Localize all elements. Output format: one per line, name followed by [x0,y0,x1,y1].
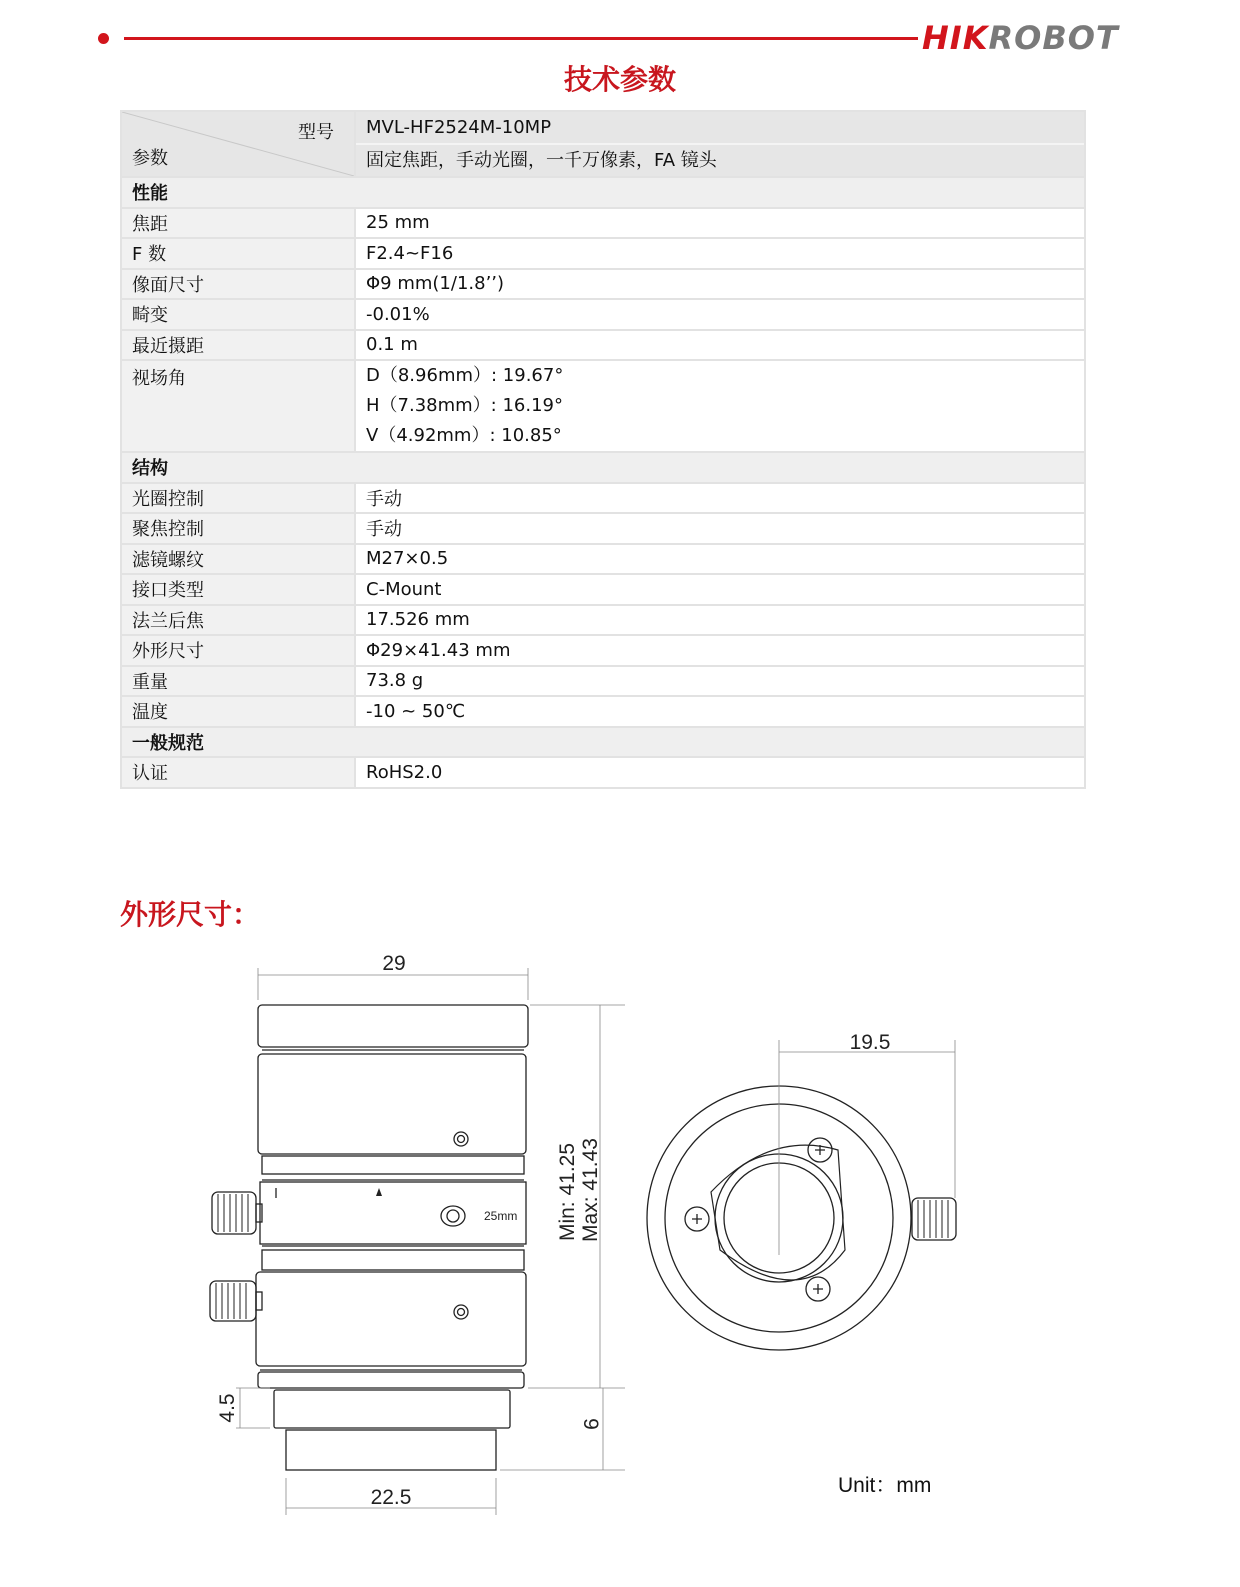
header-line [124,37,918,40]
spec-label: 接口类型 [121,574,355,605]
mount-diameter-dimension: 22.5 [370,1486,412,1509]
spec-row [121,513,1085,544]
dimension-drawing [0,940,1240,1540]
lens-side-view [210,1005,528,1470]
focal-marking: 25mm [484,1209,518,1223]
spec-row [121,666,1085,697]
width-dimension: 29 [382,952,406,975]
spec-row [121,360,1085,452]
mount-length-dimension: 9 [579,1418,602,1430]
spec-header-row [121,111,1085,177]
spec-value: -10 ~ 50℃ [355,696,1085,727]
spec-value: RoHS2.0 [355,757,1085,788]
section-title: 性能 [121,177,1085,208]
hikrobot-logo: HIKROBOT [922,19,1119,57]
spec-row [121,208,1085,239]
spec-row [121,635,1085,666]
spec-value: 17.526 mm [355,605,1085,636]
length-min-dimension: Min: 41.25 [556,1142,579,1242]
dimensions-title: 外形尺寸： [120,898,261,931]
spec-label: 滤镜螺纹 [121,544,355,575]
spec-value: Φ29×41.43 mm [355,635,1085,666]
spec-label: 外形尺寸 [121,635,355,666]
spec-value-line: D（8.96mm）: 19.67° [366,365,564,386]
section-title: 结构 [121,452,1085,483]
spec-label: 温度 [121,696,355,727]
spec-value: -0.01% [355,299,1085,330]
spec-label: F 数 [121,238,355,269]
spec-label: 像面尺寸 [121,269,355,300]
section-title: 一般规范 [121,727,1085,758]
front-dimension: 19.5 [849,1031,891,1054]
spec-value: C-Mount [355,574,1085,605]
spec-row [121,269,1085,300]
spec-row [121,757,1085,788]
length-max-dimension: Max: 41.43 [579,1138,602,1242]
spec-label: 认证 [121,757,355,788]
section-header-row [121,727,1085,758]
spec-label: 畸变 [121,299,355,330]
model-value: MVL-HF2524M-10MP [356,112,1084,145]
mount-height-dimension: 4.5 [216,1393,239,1423]
param-label: 参数 [132,148,168,169]
spec-value: 手动 [355,483,1085,514]
spec-table [120,110,1086,789]
spec-value: F2.4~F16 [355,238,1085,269]
spec-label: 焦距 [121,208,355,239]
spec-value: 手动 [355,513,1085,544]
section-header-row [121,452,1085,483]
spec-value-line: H（7.38mm）: 16.19° [366,395,563,416]
spec-row [121,544,1085,575]
spec-label: 法兰后焦 [121,605,355,636]
page-title: 技术参数 [563,63,676,96]
spec-value-line: V（4.92mm）: 10.85° [366,425,562,446]
spec-row [121,605,1085,636]
spec-row [121,238,1085,269]
spec-header-corner [121,111,355,177]
spec-value: M27×0.5 [355,544,1085,575]
front-dimension-lines [779,1040,955,1255]
spec-label: 重量 [121,666,355,697]
spec-header-values [355,111,1085,177]
spec-label: 最近摄距 [121,330,355,361]
spec-label: 光圈控制 [121,483,355,514]
spec-row [121,696,1085,727]
description-value: 固定焦距，手动光圈，一千万像素，FA 镜头 [366,150,717,171]
spec-value [355,360,1085,452]
spec-value: 73.8 g [355,666,1085,697]
spec-label: 聚焦控制 [121,513,355,544]
section-header-row [121,177,1085,208]
header-dot [98,33,109,44]
spec-value: 0.1 m [355,330,1085,361]
spec-value: Φ9 mm(1/1.8’’) [355,269,1085,300]
spec-row [121,574,1085,605]
model-label: 型号 [298,122,334,143]
spec-value: 25 mm [355,208,1085,239]
spec-label: 视场角 [121,360,355,452]
unit-label: Unit：mm [838,1474,932,1497]
spec-row [121,299,1085,330]
spec-row [121,330,1085,361]
spec-row [121,483,1085,514]
lens-front-view [647,1086,956,1350]
